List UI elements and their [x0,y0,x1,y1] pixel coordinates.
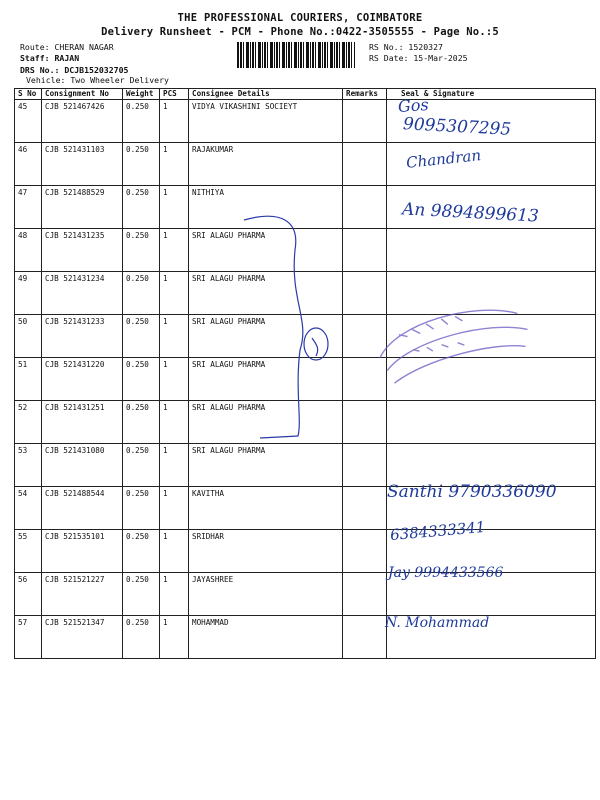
vehicle-label: Vehicle: Two Wheeler Delivery [26,75,169,85]
cell-consignee: RAJAKUMAR [189,143,343,186]
cell-signature [387,444,596,487]
runsheet-subtitle: Delivery Runsheet - PCM - Phone No.:0422-3505555 - Page No.:5 [101,26,499,38]
cell-weight: 0.250 [123,186,160,229]
barcode [237,42,355,68]
cell-sno: 56 [15,573,42,616]
cell-remarks [343,530,387,573]
signature-45-phone: 9095307295 [402,114,512,140]
cell-consignment: CJB 521431080 [42,444,123,487]
cell-weight: 0.250 [123,444,160,487]
cell-consignee: KAVITHA [189,487,343,530]
cell-signature [387,229,596,272]
signature-56: Jay 9994433566 [388,565,504,581]
cell-remarks [343,143,387,186]
cell-sno: 54 [15,487,42,530]
cell-weight: 0.250 [123,272,160,315]
cell-consignment: CJB 521521347 [42,616,123,659]
cell-remarks [343,100,387,143]
cell-consignment: CJB 521488544 [42,487,123,530]
cell-consignment: CJB 521535101 [42,530,123,573]
cell-sno: 45 [15,100,42,143]
cell-remarks [343,616,387,659]
cell-sno: 51 [15,358,42,401]
col-remarks-header: Remarks [343,89,387,100]
cell-sno: 47 [15,186,42,229]
cell-consignee: SRI ALAGU PHARMA [189,444,343,487]
cell-consignment: CJB 521431103 [42,143,123,186]
cell-pcs: 1 [160,100,189,143]
cell-sno: 55 [15,530,42,573]
cell-consignee: SRIDHAR [189,530,343,573]
col-sno-header: S No [15,89,42,100]
cell-pcs: 1 [160,229,189,272]
cell-consignment: CJB 521467426 [42,100,123,143]
cell-pcs: 1 [160,186,189,229]
cell-pcs: 1 [160,573,189,616]
cell-consignee: MOHAMMAD [189,616,343,659]
cell-weight: 0.250 [123,401,160,444]
cell-pcs: 1 [160,315,189,358]
col-weight-header: Weight [123,89,160,100]
cell-pcs: 1 [160,401,189,444]
cell-sno: 49 [15,272,42,315]
table-row [15,143,596,186]
cell-sno: 52 [15,401,42,444]
cell-pcs: 1 [160,444,189,487]
rs-date: RS Date: 15-Mar-2025 [369,53,468,63]
cell-weight: 0.250 [123,358,160,401]
cell-consignee: SRI ALAGU PHARMA [189,229,343,272]
cell-sno: 57 [15,616,42,659]
company-title: THE PROFESSIONAL COURIERS, COIMBATORE [177,12,423,24]
col-consignment-header: Consignment No [42,89,123,100]
table-row [15,530,596,573]
cell-pcs: 1 [160,530,189,573]
cell-weight: 0.250 [123,315,160,358]
cell-weight: 0.250 [123,616,160,659]
cell-consignee: JAYASHREE [189,573,343,616]
cell-weight: 0.250 [123,573,160,616]
signature-57: N. Mohammad [385,615,490,631]
cell-pcs: 1 [160,616,189,659]
table-row [15,573,596,616]
cell-pcs: 1 [160,487,189,530]
cell-weight: 0.250 [123,100,160,143]
signature-45-name: Gos [397,94,430,117]
cell-consignment: CJB 521488529 [42,186,123,229]
route-label: Route: CHERAN NAGAR [20,42,114,52]
signature-54: Santhi 9790336090 [387,482,557,502]
cell-sno: 50 [15,315,42,358]
table-row [15,616,596,659]
cell-remarks [343,573,387,616]
cell-weight: 0.250 [123,143,160,186]
cell-weight: 0.250 [123,229,160,272]
cell-consignee: SRI ALAGU PHARMA [189,315,343,358]
cell-signature [387,401,596,444]
cell-pcs: 1 [160,143,189,186]
cell-consignee: VIDYA VIKASHINI SOCIEYT [189,100,343,143]
cell-consignee: NITHIYA [189,186,343,229]
cell-sno: 53 [15,444,42,487]
staff-label: Staff: RAJAN [20,53,80,63]
signature-47: An 9894899613 [401,199,540,227]
cell-consignee: SRI ALAGU PHARMA [189,358,343,401]
cell-weight: 0.250 [123,530,160,573]
rs-number: RS No.: 1520327 [369,42,443,52]
cell-consignee: SRI ALAGU PHARMA [189,272,343,315]
cell-consignment: CJB 521521227 [42,573,123,616]
cell-consignment: CJB 521431220 [42,358,123,401]
cell-consignment: CJB 521431235 [42,229,123,272]
cell-consignment: CJB 521431233 [42,315,123,358]
col-pcs-header: PCS [160,89,189,100]
col-consignee-header: Consignee Details [189,89,343,100]
cell-sno: 48 [15,229,42,272]
cell-consignment: CJB 521431251 [42,401,123,444]
signature-46: Chandran [405,146,482,172]
cell-consignee: SRI ALAGU PHARMA [189,401,343,444]
cell-sno: 46 [15,143,42,186]
cell-remarks [343,487,387,530]
cell-pcs: 1 [160,358,189,401]
handwritten-bracket [240,210,350,450]
signature-55: 6384333341 [389,517,487,545]
drs-number: DRS No.: DCJB152032705 [20,65,129,75]
table-header-row [15,89,596,100]
col-signature-header: Seal & Signature [387,89,596,100]
cell-pcs: 1 [160,272,189,315]
cell-consignment: CJB 521431234 [42,272,123,315]
cell-weight: 0.250 [123,487,160,530]
